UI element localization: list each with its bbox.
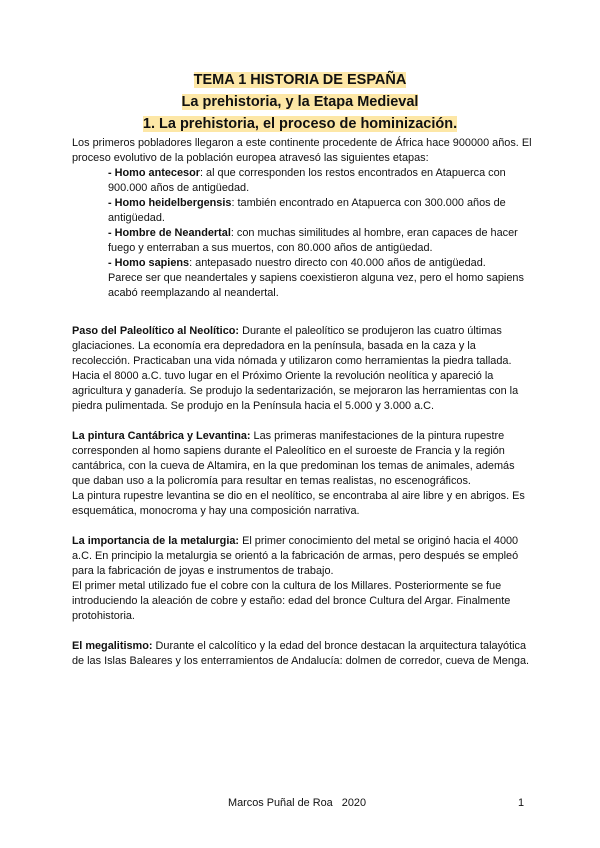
document-subtitle: La prehistoria, y la Etapa Medieval (181, 94, 419, 110)
section-pintura-levantina: La pintura rupestre levantina se dio en el neolítico, se encontraba al aire libre y en abrigos. Es esquemática, monocroma y hay una composición narrativa. (72, 490, 525, 517)
section-paleolitico: Paso del Paleolítico al Neolítico: Durante el paleolítico se produjeron las cuatro últimas glaciaciones. La economía era depredadora en la península, basada en la caza y la recolección. Practicaban una vida nómada y utilizaron como herramientas la piedra tallada. Hacia el 8000 a.C. tuvo lugar en el Próximo Oriente la revolución neolítica y apareció la agricultura y ganadería. Se produjo la sedentarización, se mejoraron las herramientas con la piedra pulimentada. Se produjo en la Península hacia el 5.000 y 3.000 a.C. (72, 325, 519, 412)
footer-author: Marcos Puñal de Roa 2020 (228, 797, 367, 809)
section-metalurgia-cobre: El primer metal utilizado fue el cobre con la cultura de los Millares. Posteriormente se fue introduciendo la aleación de cobre y estaño: edad del bronce Cultura del Argar. Finalmente protohistoria. (72, 580, 511, 622)
section-heading: El megalitismo: (72, 640, 153, 652)
section-metalurgia: La importancia de la metalurgia: El primer conocimiento del metal se originó hacia el 4000 a.C. En principio la metalurgia se orientó a la fabricación de armas, pero después se empleó para la fabricación de joyas e instrumentos de trabajo. (72, 535, 519, 577)
stage-item-antecesor: - Homo antecesor: al que corresponden los restos encontrados en Atapuerca con 900.000 años de antigüedad. (108, 167, 506, 194)
stage-item-neandertal: - Hombre de Neandertal: con muchas similitudes al hombre, eran capaces de hacer fuego y enterraban a sus muertos, con 80.000 años de antigüedad. (108, 227, 518, 254)
stages-note: Parece ser que neandertales y sapiens coexistieron alguna vez, pero el homo sapiens acabó reemplazando al neandertal. (108, 272, 524, 299)
section-heading: La pintura Cantábrica y Levantina: (72, 430, 251, 442)
section-pintura: La pintura Cantábrica y Levantina: Las primeras manifestaciones de la pintura rupestre corresponden al homo sapiens durante el Paleolítico en el suroeste de Francia y la región cantábrica, con la cueva de Altamira, en la que predominan los temas de animales, además que daban uso a la policromía para resultar en temas realistas, no escenográficos. (72, 430, 515, 487)
page-number: 1 (518, 797, 525, 809)
section-title: 1. La prehistoria, el proceso de hominización. (142, 116, 458, 132)
document-body (72, 136, 532, 669)
intro-paragraph: Los primeros pobladores llegaron a este continente procedente de África hace 900000 años. El proceso evolutivo de la población europea atravesó las siguientes etapas: (72, 137, 532, 164)
section-heading: Paso del Paleolítico al Neolítico: (72, 325, 240, 337)
stage-item-sapiens: - Homo sapiens: antepasado nuestro directo con 40.000 años de antigüedad. (108, 257, 486, 269)
stages-list (72, 166, 532, 271)
stage-item-heidelbergensis: - Homo heidelbergensis: también encontrado en Atapuerca con 300.000 años de antigüedad. (108, 197, 506, 224)
document-title: TEMA 1 HISTORIA DE ESPAÑA (193, 72, 407, 88)
section-megalitismo: El megalitismo: Durante el calcolítico y la edad del bronce destacan la arquitectura talayótica de las Islas Baleares y los enterramientos de Andalucía: dolmen de corredor, cueva de Menga. (72, 640, 530, 667)
section-heading: La importancia de la metalurgia: (72, 535, 240, 547)
